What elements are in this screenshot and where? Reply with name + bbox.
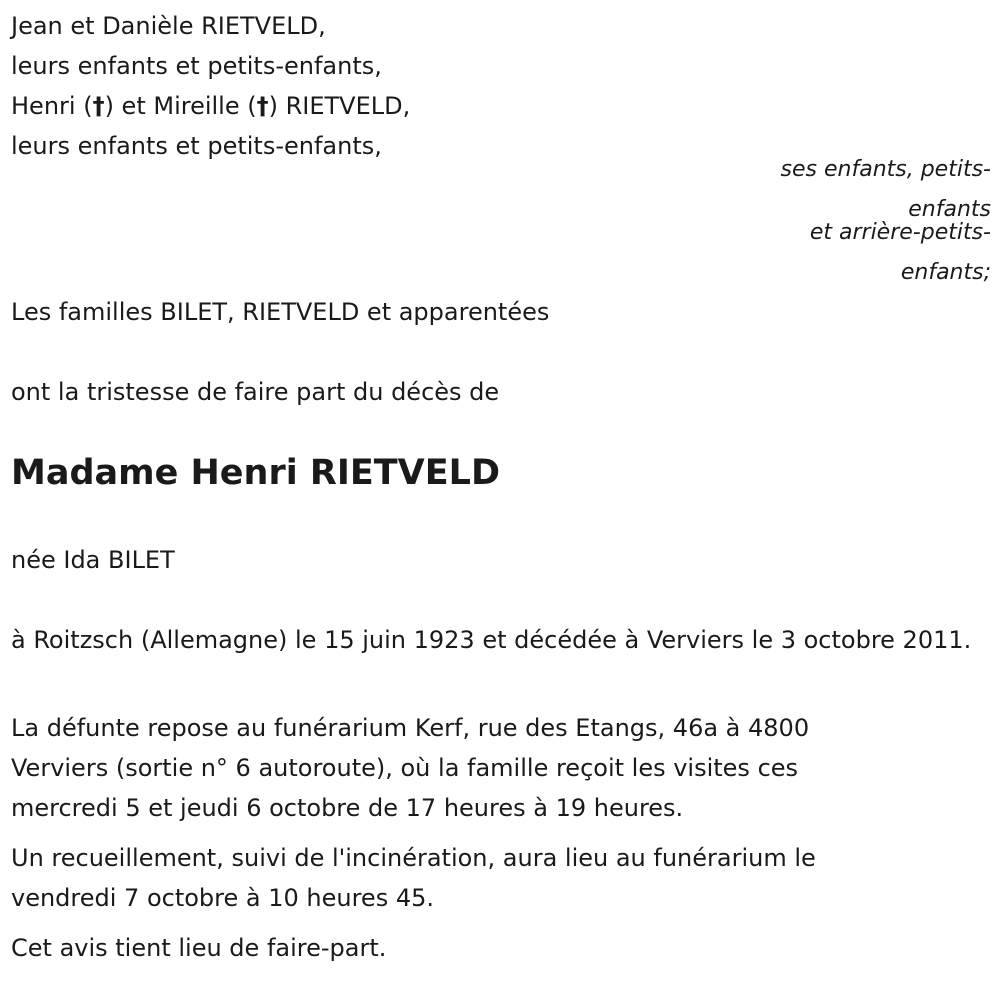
visitation-line-1: La défunte repose au funérarium Kerf, rue des Etangs, 46a à 4800 [11, 714, 810, 742]
closing-line: Cet avis tient lieu de faire-part. [11, 934, 387, 962]
family-line-3-part-a: Henri ( [11, 92, 93, 120]
right-note-line-4: enfants; [900, 260, 991, 285]
visitation-line-3: mercredi 5 et jeudi 6 octobre de 17 heures à 19 heures. [11, 794, 684, 822]
ceremony-line-1: Un recueillement, suivi de l'incinération, aura lieu au funérarium le [11, 844, 816, 872]
birth-name-line: née Ida BILET [11, 546, 175, 574]
announcement-line: ont la tristesse de faire part du décès de [11, 378, 500, 406]
cross-icon: † [256, 92, 269, 120]
deceased-name-heading: Madame Henri RIETVELD [11, 453, 501, 493]
birth-death-paragraph: à Roitzsch (Allemagne) le 15 juin 1923 et décédée à Verviers le 3 octobre 2011. [11, 626, 972, 654]
family-line-1: Jean et Danièle RIETVELD, [11, 12, 326, 40]
right-note-line-1: ses enfants, petits- [780, 157, 991, 182]
right-note-line-3: et arrière-petits- [809, 220, 991, 245]
cross-icon: † [92, 92, 105, 120]
family-line-3-part-b: ) et Mireille ( [104, 92, 257, 120]
family-line-3-part-c: ) RIETVELD, [268, 92, 411, 120]
family-line-2: leurs enfants et petits-enfants, [11, 52, 382, 80]
visitation-line-2: Verviers (sortie n° 6 autoroute), où la famille reçoit les visites ces [11, 754, 799, 782]
families-others-line: Les familles BILET, RIETVELD et apparentées [11, 298, 550, 326]
family-line-4: leurs enfants et petits-enfants, [11, 132, 382, 160]
ceremony-line-2: vendredi 7 octobre à 10 heures 45. [11, 884, 434, 912]
right-note-line-2: enfants [908, 197, 991, 222]
family-line-3 [11, 86, 410, 126]
